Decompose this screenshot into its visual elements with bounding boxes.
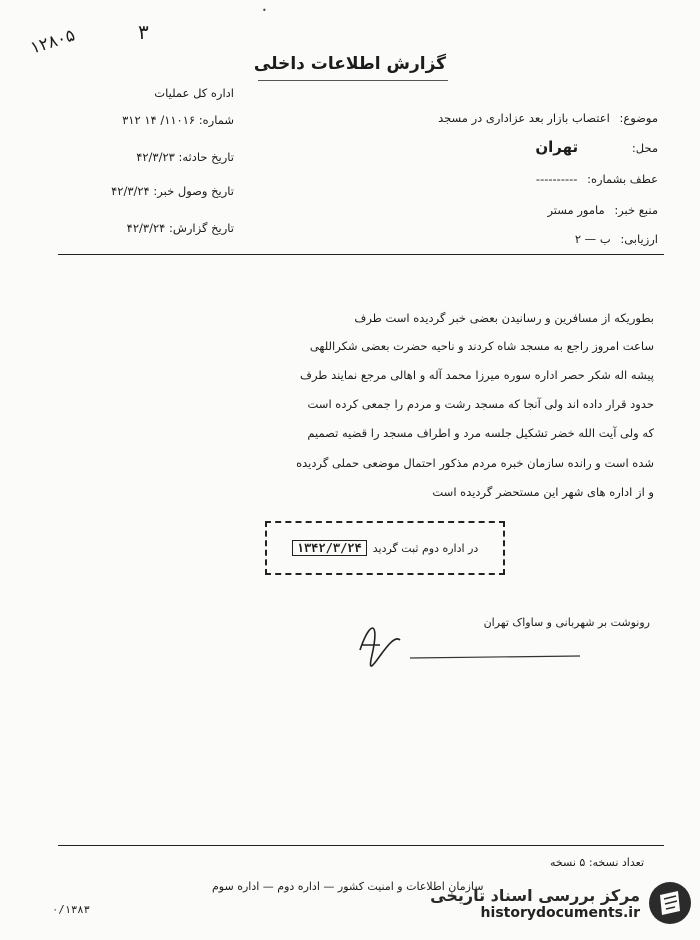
rating-value: ب — ۲ xyxy=(574,232,611,246)
reference-value: ---------- xyxy=(535,172,578,186)
header-source xyxy=(547,203,658,217)
header-reference xyxy=(536,172,658,186)
header-department: اداره کل عملیات xyxy=(154,86,234,100)
header-event-date: تاریخ حادثه: ۴۲/۳/۲۳ xyxy=(136,150,234,164)
header-divider xyxy=(58,254,664,255)
body-line-2: ساعت امروز راجع به مسجد شاه کردند و ناحیه حضرت بعضی شکراللهی xyxy=(309,339,654,353)
subject-value: اعتصاب بازار بعد عزاداری در مسجد xyxy=(438,111,610,125)
header-receipt-date: تاریخ وصول خبر: ۴۲/۳/۲۴ xyxy=(111,184,234,198)
footer-copies xyxy=(550,856,644,869)
subject-label: موضوع: xyxy=(619,111,658,125)
footer-distribution: سازمان اطلاعات و امنیت کشور — اداره دوم — اداره سوم xyxy=(212,880,484,893)
header-subject xyxy=(438,111,658,125)
title-underline xyxy=(258,80,448,81)
signature-block xyxy=(350,610,650,670)
header-location xyxy=(535,138,658,156)
body-line-6: شده است و رانده سازمان خبره مردم مذکور احتمال موضعی حملی گردیده xyxy=(296,456,654,470)
location-value: تهران xyxy=(535,138,579,156)
signature-line: رونوشت بر شهربانی و ساواک تهران xyxy=(483,616,650,629)
corner-mark: ۳ xyxy=(138,20,149,44)
body-line-7: و از اداره های شهر این مستحضر گردیده است xyxy=(432,485,654,499)
watermark-name: مرکز بررسی اسناد تاریخی xyxy=(430,885,640,905)
location-label: محل: xyxy=(631,141,658,155)
body-line-4: حدود قرار داده اند ولی آنجا که مسجد رشت و مردم را جمعی کرده است xyxy=(307,397,654,411)
header-number: شماره: ۱۱۰۱۶/ ۱۴ ۳۱۲ xyxy=(122,113,234,127)
stamp-date: ۱۳۴۲/۳/۲۴ xyxy=(292,540,367,556)
watermark xyxy=(430,877,692,929)
header-rating xyxy=(575,232,658,246)
copies-label: تعداد نسخه: xyxy=(588,856,644,869)
mark-dot: • xyxy=(262,6,267,15)
source-label: منبع خبر: xyxy=(614,203,658,217)
document-archive-logo-icon xyxy=(648,881,692,925)
body-line-5: که ولی آیت الله خضر تشکیل جلسه مرد و اطراف مسجد را قضیه تصمیم xyxy=(307,426,654,440)
document-title: گزارش اطلاعات داخلی xyxy=(253,54,447,74)
body-line-3: پیشه اله شکر حصر اداره سوره میرزا محمد آله و اهالی مرجع نمایند طرف xyxy=(300,368,654,382)
reference-label: عطف بشماره: xyxy=(587,172,658,186)
corner-number: ۱۲۸۰۵ xyxy=(28,25,78,59)
copies-value: ۵ نسخه xyxy=(550,856,586,869)
rating-label: ارزیابی: xyxy=(620,232,658,246)
header-report-date: تاریخ گزارش: ۴۲/۳/۲۴ xyxy=(126,221,234,235)
body-line-1: بطوریکه از مسافرین و رسانیدن بعضی خبر گردیده است طرف xyxy=(354,311,654,325)
watermark-url: historydocuments.ir xyxy=(480,904,640,921)
source-value: مامور مستر xyxy=(547,203,605,217)
footer-divider xyxy=(58,845,664,846)
stamp-text: در اداره دوم ثبت گردید xyxy=(372,541,479,555)
reference-number: ۰/۱۳۸۳ xyxy=(52,904,90,916)
registration-stamp xyxy=(265,521,505,575)
